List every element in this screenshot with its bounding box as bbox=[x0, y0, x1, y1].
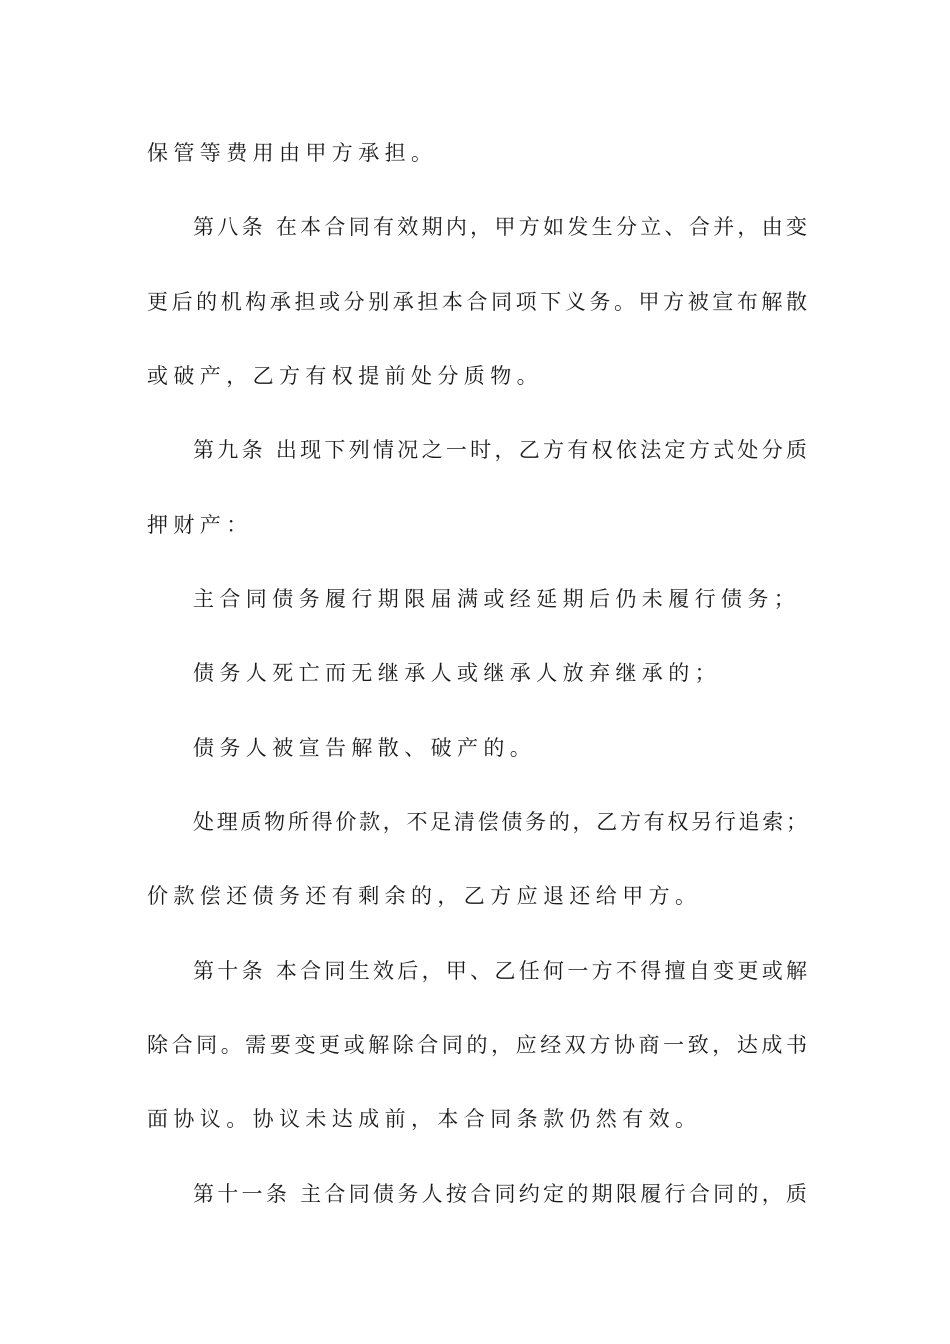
article-10-line-2: 除合同。需要变更或解除合同的，应经双方协商一致，达成书 bbox=[147, 1033, 807, 1057]
text-line-1: 保管等费用由甲方承担。 bbox=[147, 141, 438, 165]
condition-item-1: 主合同债务履行期限届满或经延期后仍未履行债务； bbox=[193, 587, 801, 611]
disposal-line-1: 处理质物所得价款，不足清偿债务的，乙方有权另行追索； bbox=[193, 810, 807, 834]
disposal-line-2: 价款偿还债务还有剩余的，乙方应退还给甲方。 bbox=[147, 884, 702, 908]
article-8-line-2: 更后的机构承担或分别承担本合同项下义务。甲方被宣布解散 bbox=[147, 290, 807, 314]
article-9-line-2: 押财产： bbox=[147, 513, 253, 537]
article-10-line-1: 第十条 本合同生效后，甲、乙任何一方不得擅自变更或解 bbox=[193, 959, 807, 983]
article-10-line-3: 面协议。协议未达成前，本合同条款仍然有效。 bbox=[147, 1107, 702, 1131]
article-9-line-1: 第九条 出现下列情况之一时，乙方有权依法定方式处分质 bbox=[193, 438, 807, 462]
article-8-line-1: 第八条 在本合同有效期内，甲方如发生分立、合并，由变 bbox=[193, 215, 807, 239]
article-8-line-3: 或破产，乙方有权提前处分质物。 bbox=[147, 364, 543, 388]
condition-item-3: 债务人被宣告解散、破产的。 bbox=[193, 736, 537, 760]
article-11-line-1: 第十一条 主合同债务人按合同约定的期限履行合同的，质 bbox=[193, 1182, 807, 1206]
condition-item-2: 债务人死亡而无继承人或继承人放弃继承的； bbox=[193, 661, 721, 685]
